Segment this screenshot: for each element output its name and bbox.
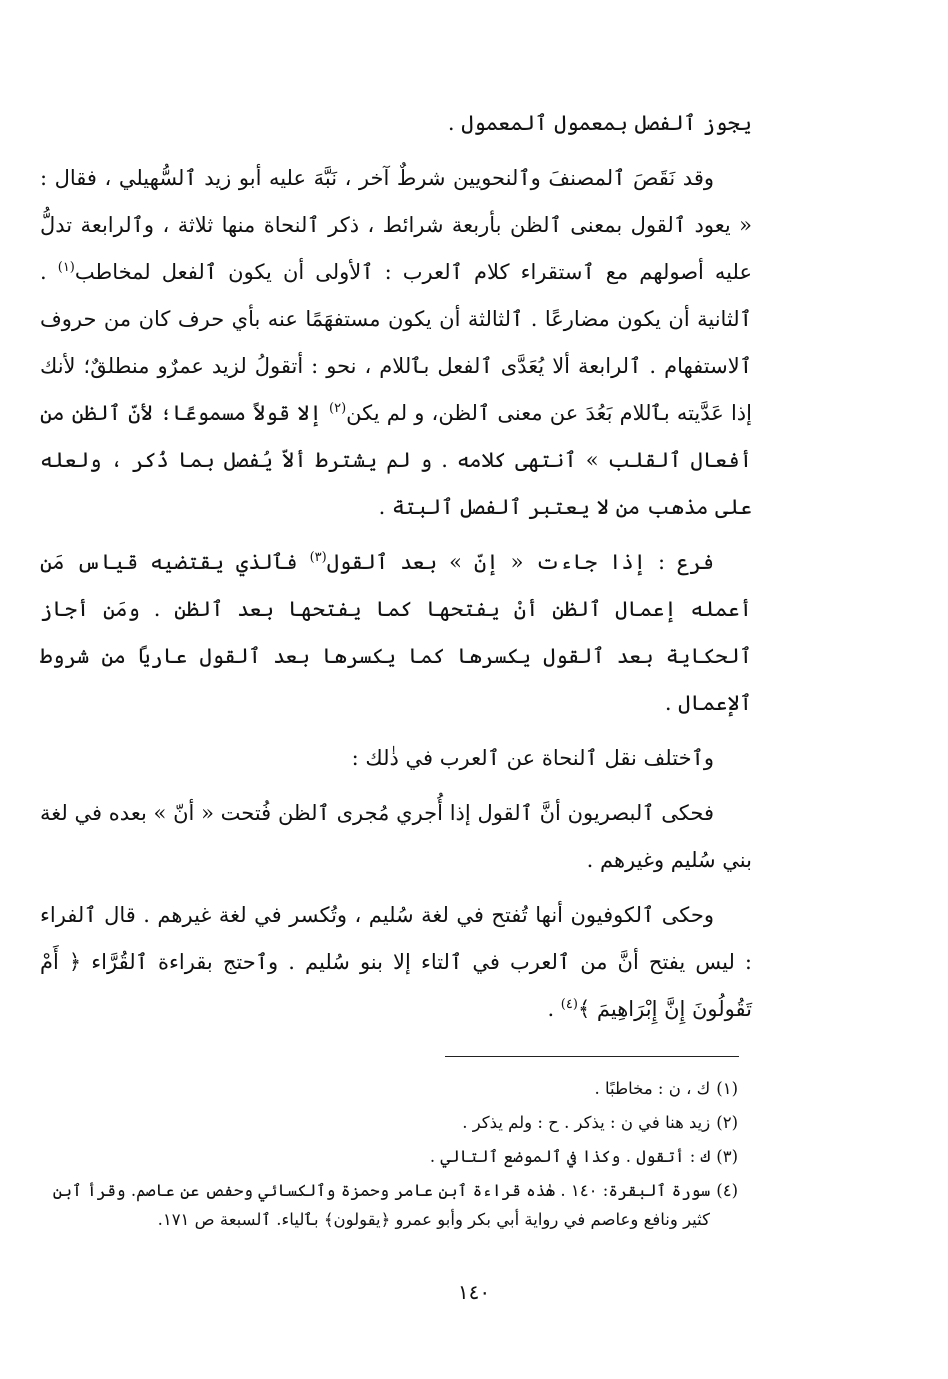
- main-text: [40, 100, 752, 1041]
- footnote-4: [40, 1176, 738, 1205]
- footnote-text: ك : أتقول . وكذا في ٱلموضع ٱلتالي .: [429, 1147, 711, 1166]
- paragraph-text: وقد نَقَصَ ٱلمصنفَ وٱلنحويين شرطٌ آخر ، نَبَّهَ عليه أبو زيد ٱلسُّهيلي ، فقال : « يعود ٱلقول بمعنى ٱلظن بأربعة شرائط ، ذكر ٱلنحاة منها ثلاثة ، وٱلرابعة تدلُّ عليه أصولهم مع ٱستقراء كلام ٱلعرب : ٱلأولى أن يكون ٱلفعل لمخاطب: [40, 166, 752, 284]
- footnote-text: سورة ٱلبقرة: ١٤٠ . هٰذه قراءة ٱبن عامر وحمزة وٱلكسائي وحفص عن عاصم. وقرأ ٱبن: [52, 1181, 711, 1200]
- paragraph-6: [40, 892, 752, 1033]
- page-number: ١٤٠: [457, 1280, 491, 1304]
- footnote-number: (٢): [716, 1113, 738, 1132]
- paragraph-1: [40, 100, 752, 147]
- paragraph-text: يجوز ٱلفصل بمعمول ٱلمعمول .: [447, 111, 752, 135]
- paragraph-text: وحكى ٱلكوفيون أنها تُفتح في لغة سُليم ، وتُكسر في لغة غيرهم . قال ٱلفراء : ليس يفتح أنَّ من ٱلعرب في ٱلتاء إلا بنو سُليم . وٱحتج بقراءة ٱلقُرَّاء ﴿ أَمْ تَقُولُونَ إِنَّ إِبْرَاهِيمَ ﴾: [40, 903, 752, 1021]
- footnote-divider: [445, 1056, 739, 1057]
- footnote-3: [40, 1142, 738, 1171]
- footnote-ref-2[interactable]: (٢): [329, 401, 347, 416]
- paragraph-text: فحكى ٱلبصريون أنَّ ٱلقول إذا أُجري مُجرى ٱلظن فُتحت « أنّ » بعده في لغة بني سُليم وغيرهم .: [40, 801, 752, 872]
- paragraph-text: . ٱلثانية أن يكون مضارعًا . ٱلثالثة أن يكون مستفهَمًا عنه بأي حرف كان من حروف ٱلاستفهام . ٱلرابعة ألا يُعَدَّى ٱلفعل بٱللام ، نحو : أتقولُ لزيد عمرٌو منطلقٌ؛ لأنك إذا عَدَّيته بٱللام بَعُدَ عن معنى ٱلظن، و لم يكن: [40, 260, 752, 425]
- paragraph-text: .: [547, 997, 561, 1021]
- paragraph-5: [40, 790, 752, 884]
- footnote-4-continuation: كثير ونافع وعاصم في رواية أبي بكر وأبو عمرو ﴿يقولون﴾ بٱلياء. ٱلسبعة ص ١٧١.: [157, 1210, 710, 1229]
- footnote-ref-4[interactable]: (٤): [560, 997, 578, 1012]
- paragraph-2: [40, 155, 752, 531]
- paragraph-4: [40, 735, 752, 782]
- footnote-text: زيد هنا في ن : يذكر . ح : ولم يذكر .: [462, 1113, 711, 1132]
- paragraph-text: فرع : إذا جاءت « إنّ » بعد ٱلقول: [326, 550, 715, 574]
- footnote-number: (٣): [716, 1147, 738, 1166]
- footnote-1: [40, 1074, 738, 1103]
- paragraph-text: إلا قولاً مسموعًا؛ لأنّ ٱلظن من أفعال ٱلقلب » ٱنتهى كلامه . و لم يشترط ألاّ يُفصل بما ذُكر ، ولعله على مذهب من لا يعتبر ٱلفصل ٱلبتة .: [40, 401, 752, 519]
- footnote-ref-3[interactable]: (٣): [309, 550, 327, 565]
- footnote-number: (١): [716, 1079, 738, 1098]
- footnote-text: ك ، ن : مخاطبًا .: [594, 1079, 711, 1098]
- paragraph-text: وٱختلف نقل ٱلنحاة عن ٱلعرب في ذٰلك :: [351, 746, 714, 770]
- footnote-number: (٤): [716, 1181, 738, 1200]
- footnote-2: [40, 1108, 738, 1137]
- footnotes: [40, 1074, 738, 1234]
- paragraph-text: فٱلذي يقتضيه قياس مَن أعمله إعمال ٱلظن أنْ يفتحها كما يفتحها بعد ٱلظن . ومَن أجاز ٱلحكاية بعد ٱلقول يكسرها كما يكسرها بعد ٱلقول عاريًا من شروط ٱلإعمال .: [40, 550, 752, 715]
- paragraph-3: [40, 539, 752, 727]
- footnote-ref-1[interactable]: (١): [57, 260, 75, 275]
